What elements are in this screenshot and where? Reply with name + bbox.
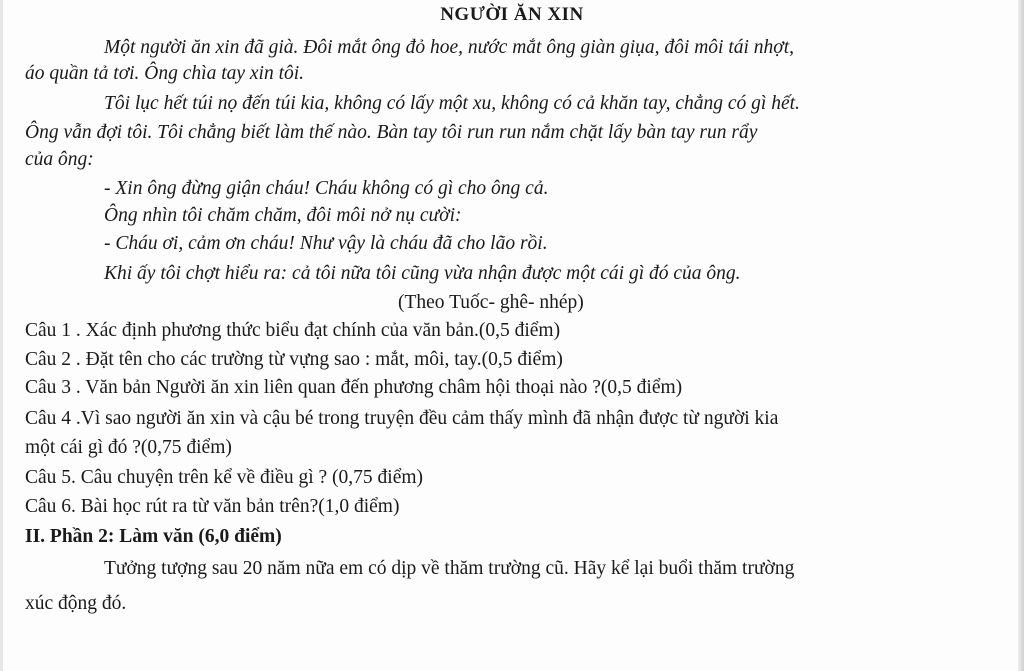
- story-paragraph-1-line-2: áo quần tả tơi. Ông chìa tay xin tôi.: [25, 63, 305, 84]
- question-6: Câu 6. Bài học rút ra từ văn bản trên?(1,0 điểm): [25, 496, 400, 517]
- question-5: Câu 5. Câu chuyện trên kể về điều gì ? (0,75 điểm): [25, 467, 424, 488]
- part-2-prompt-line-1: Tưởng tượng sau 20 năm nữa em có dịp về thăm trường cũ. Hãy kể lại buổi thăm trường: [104, 558, 795, 579]
- question-4-line-1: Câu 4 .Vì sao người ăn xin và cậu bé trong truyện đều cảm thấy mình đã nhận được từ người kia: [25, 408, 779, 429]
- story-dialogue-2: Ông nhìn tôi chăm chăm, đôi môi nở nụ cười:: [104, 205, 462, 226]
- document-title: NGƯỜI ĂN XIN: [440, 4, 584, 25]
- part-2-prompt-line-2: xúc động đó.: [25, 593, 127, 614]
- story-paragraph-2-line-3: của ông:: [25, 149, 94, 170]
- question-2: Câu 2 . Đặt tên cho các trường từ vựng sao : mắt, môi, tay.(0,5 điểm): [25, 349, 563, 370]
- part-2-heading: II. Phần 2: Làm văn (6,0 điểm): [25, 526, 282, 547]
- story-paragraph-2-line-1: Tôi lục hết túi nọ đến túi kia, không có lấy một xu, không có cả khăn tay, chẳng có gì hết.: [104, 93, 800, 114]
- story-dialogue-3: - Cháu ơi, cảm ơn cháu! Như vậy là cháu đã cho lão rồi.: [104, 233, 548, 254]
- story-paragraph-2-line-2: Ông vẫn đợi tôi. Tôi chẳng biết làm thế nào. Bàn tay tôi run run nắm chặt lấy bàn tay run rẩy: [25, 122, 758, 143]
- story-dialogue-1: - Xin ông đừng giận cháu! Cháu không có gì cho ông cả.: [104, 178, 549, 199]
- question-1: Câu 1 . Xác định phương thức biểu đạt chính của văn bản.(0,5 điểm): [25, 320, 561, 341]
- story-source: (Theo Tuốc- ghê- nhép): [398, 292, 584, 313]
- story-paragraph-1-line-1: Một người ăn xin đã già. Đôi mắt ông đỏ hoe, nước mắt ông giàn giụa, đôi môi tái nhợt,: [104, 37, 795, 58]
- question-4-line-2: một cái gì đó ?(0,75 điểm): [25, 437, 232, 458]
- page-right-edge: [1018, 0, 1024, 671]
- question-3: Câu 3 . Văn bản Người ăn xin liên quan đến phương châm hội thoại nào ?(0,5 điểm): [25, 377, 683, 398]
- page-left-edge: [0, 0, 3, 671]
- story-closing-line: Khi ấy tôi chợt hiểu ra: cả tôi nữa tôi cũng vừa nhận được một cái gì đó của ông.: [104, 263, 741, 284]
